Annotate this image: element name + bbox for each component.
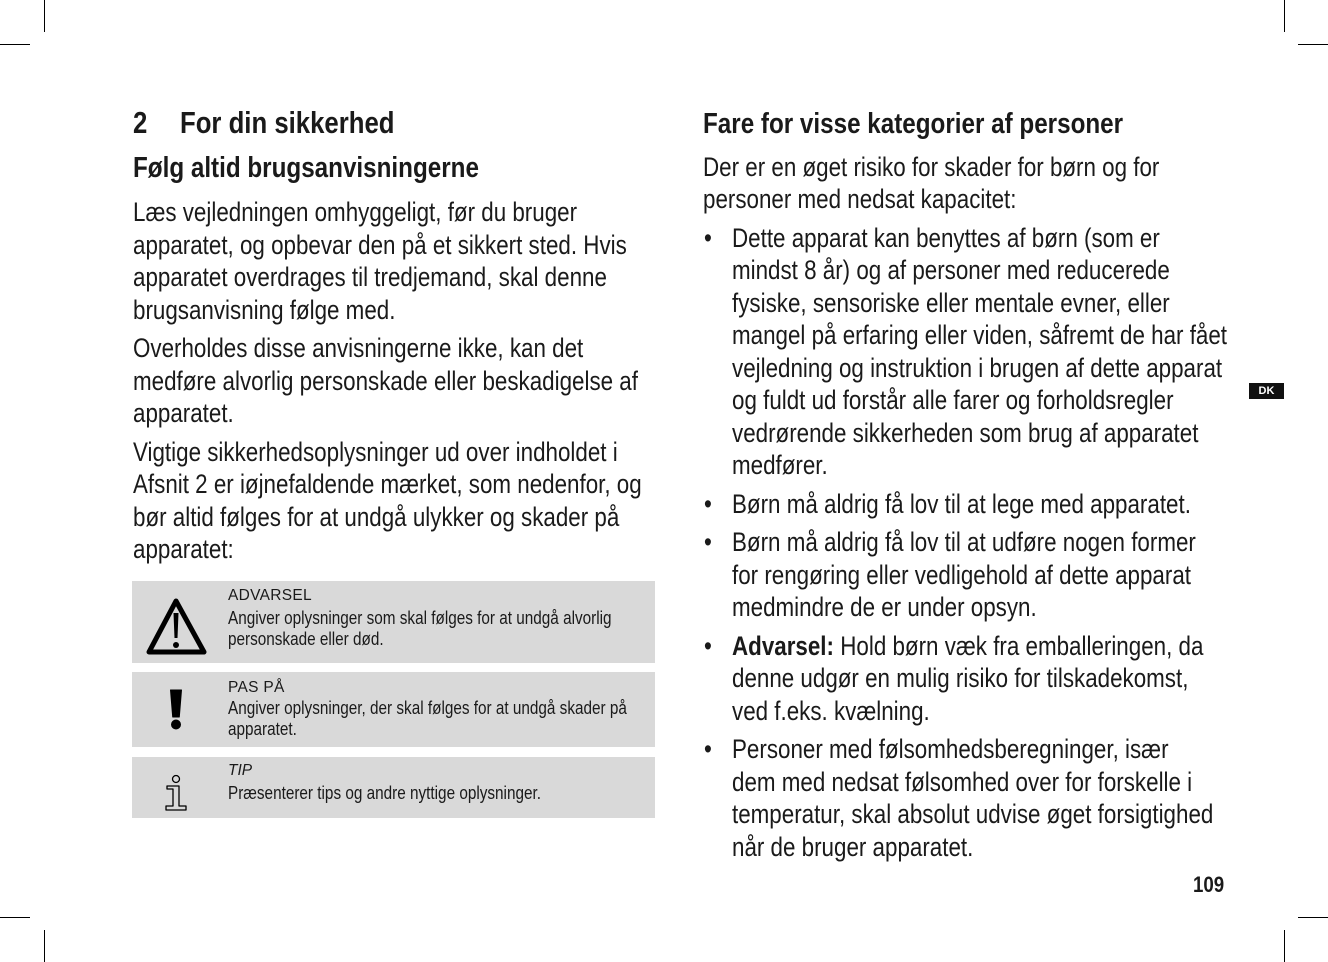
text-line: vedrørende sikkerheden som brug af apparatet (732, 417, 1199, 448)
bullet-marker: • (704, 734, 712, 764)
text-line: når de bruger apparatet. (732, 831, 974, 862)
bullet-marker: • (704, 222, 712, 253)
bullet-item (703, 222, 1325, 482)
text-line: mindst 8 år) og af personer med reducerede (732, 255, 1170, 285)
text-line: Børn må aldrig få lov til at udføre nogen former (732, 527, 1196, 557)
bullet-item (703, 488, 1325, 521)
text-line: apparatet: (133, 534, 234, 564)
text-line: dem med nedsat følsomhed over for forskelle i (732, 766, 1193, 797)
text-line: Angiver oplysninger som skal følges for at undgå alvorlig (228, 607, 612, 628)
text-line: ved f.eks. kvælning. (732, 695, 930, 726)
text-line: apparatet overdrages til tredjemand, skal denne (133, 262, 607, 292)
section-subheading: Følg altid brugsanvisningerne (133, 152, 479, 184)
text-line: Børn må aldrig få lov til at lege med apparatet. (732, 488, 1191, 519)
notice-text (228, 608, 679, 651)
text-line: Personer med følsomhedsberegninger, især (732, 734, 1169, 764)
text-line (732, 630, 1203, 663)
text-line: og fuldt ud forstår alle farer og forholdsregler (732, 385, 1174, 415)
text-line: denne udgør en mulig risiko for tilskadekomst, (732, 663, 1189, 693)
text-line: medføre alvorlig personskade eller beskadigelse af (133, 365, 638, 396)
notice-caution (132, 672, 655, 747)
intro-paragraph (703, 151, 1325, 216)
chapter-title: For din sikkerhed (180, 105, 395, 140)
text-line: apparatet, og opbevar den på et sikkert sted. Hvis (133, 229, 627, 260)
right-body-text (703, 151, 1325, 864)
text-line: for rengøring eller vedligehold af dette apparat (732, 559, 1191, 590)
text-line: Overholdes disse anvisningerne ikke, kan det (133, 333, 584, 363)
paragraph (133, 436, 742, 566)
text-line: personskade eller død. (228, 629, 384, 650)
bullet-marker: • (704, 488, 712, 519)
text-line: apparatet. (228, 719, 297, 740)
paragraph (133, 332, 742, 430)
bullet-item (703, 526, 1325, 624)
left-body-text (133, 196, 742, 566)
text-line: personer med nedsat kapacitet: (703, 184, 1017, 214)
text-line: fysiske, sensoriske eller mentale evner, eller (732, 287, 1170, 318)
notice-label: PAS PÅ (228, 679, 285, 696)
crop-mark-bottom-left-horizontal (0, 917, 30, 918)
text-line: brugsanvisning følge med. (133, 294, 396, 325)
text-line: Angiver oplysninger, der skal følges for at undgå skader på (228, 697, 627, 718)
bullet-item (703, 733, 1325, 863)
section-heading: Fare for visse kategorier af personer (703, 108, 1124, 140)
crop-mark-top-right-horizontal (1298, 44, 1328, 45)
tip-icon (162, 773, 190, 813)
bullet-marker: • (704, 630, 712, 661)
chapter-heading (133, 105, 433, 141)
warning-triangle-icon (146, 598, 208, 656)
text-line: Præsenterer tips og andre nyttige oplysninger. (228, 782, 541, 803)
crop-mark-bottom-right-vertical (1284, 930, 1285, 962)
bullet-marker: • (704, 527, 712, 557)
notice-tip (132, 757, 655, 818)
crop-mark-bottom-left-vertical (44, 930, 45, 962)
text-line: Afsnit 2 er iøjnefaldende mærket, som nedenfor, og (133, 469, 642, 499)
exclamation-icon (169, 689, 183, 731)
notice-warning (132, 581, 655, 663)
text-line: bør altid følges for at undgå ulykker og skader på (133, 501, 620, 532)
text-fragment: Hold børn væk fra emballeringen, da (840, 630, 1204, 661)
text-line: mangel på erfaring eller viden, såfremt de har fået (732, 320, 1228, 350)
text-line: temperatur, skal absolut udvise øget forsigtighed (732, 799, 1214, 829)
bullet-item (703, 630, 1325, 728)
crop-mark-top-left-vertical (44, 0, 45, 32)
chapter-number: 2 (133, 105, 148, 140)
text-line: Der er en øget risiko for skader for børn og for (703, 151, 1160, 182)
notice-label: TIP (228, 762, 253, 779)
text-line: Læs vejledningen omhyggeligt, før du bruger (133, 197, 578, 227)
text-line: vejledning og instruktion i brugen af dette apparat (732, 352, 1223, 383)
notice-label: ADVARSEL (228, 587, 312, 604)
language-tab: DK (1249, 383, 1284, 399)
crop-mark-bottom-right-horizontal (1298, 917, 1328, 918)
notice-text (228, 783, 596, 805)
text-line: medfører. (732, 450, 828, 480)
text-line: Dette apparat kan benyttes af børn (som er (732, 222, 1160, 253)
text-line: Vigtige sikkerhedsoplysninger ud over indholdet i (133, 436, 618, 467)
paragraph (133, 196, 742, 326)
crop-mark-top-left-horizontal (0, 44, 30, 45)
warning-prefix: Advarsel: (732, 630, 834, 661)
page-number: 109 (1193, 872, 1225, 897)
notice-text (228, 698, 697, 741)
text-line: medmindre de er under opsyn. (732, 592, 1037, 622)
crop-mark-top-right-vertical (1284, 0, 1285, 32)
text-line: apparatet. (133, 398, 234, 428)
